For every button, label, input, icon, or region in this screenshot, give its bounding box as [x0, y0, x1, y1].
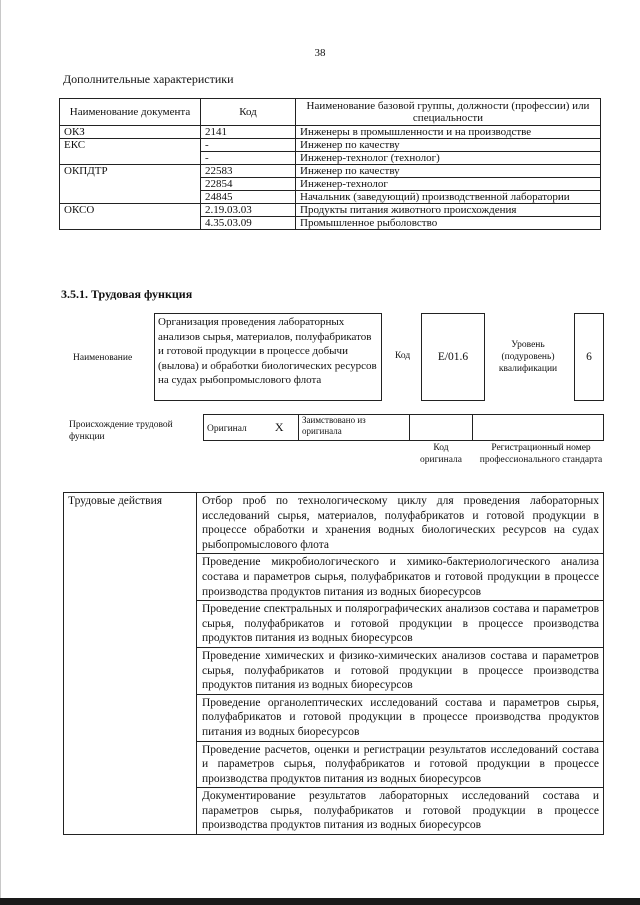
table-row [64, 554, 604, 601]
doc-cell: ЕКС [60, 139, 201, 152]
label-cell-empty [64, 647, 197, 694]
original-mark: X [274, 420, 284, 434]
code-cell: - [201, 152, 296, 165]
table-row [60, 217, 601, 230]
code-cell: 22583 [201, 165, 296, 178]
labor-actions-label: Трудовые действия [64, 493, 197, 554]
code-cell: 4.35.03.09 [201, 217, 296, 230]
original-code-cell [410, 415, 473, 441]
code-cell: 24845 [201, 191, 296, 204]
label-cell-empty [64, 554, 197, 601]
name-label: Наименование [73, 353, 133, 363]
name-cell: Инженеры в промышленности и на производстве [296, 126, 601, 139]
doc-cell-empty [60, 191, 201, 204]
original-code-label: Код оригинала [420, 443, 462, 465]
name-cell: Инженер по качеству [296, 165, 601, 178]
doc-cell: ОКПДТР [60, 165, 201, 178]
labor-action-item: Документирование результатов лабораторных исследований состава и параметров сырья, полуфабрикатов и готовой продукции в процессе производства продуктов питания из водных биоресурсов [197, 788, 604, 835]
name-cell: Промышленное рыболовство [296, 217, 601, 230]
function-name-box: Организация проведения лабораторных анализов сырья, материалов, полуфабрикатов и готовой продукции в процессе добычи (вылова) и обработки биологических ресурсов на судах рыбопромыслового флота [154, 313, 382, 401]
table-row [60, 165, 601, 178]
labor-action-item: Проведение микробиологического и химико-бактериологического анализа состава и параметров сырья, полуфабрикатов и готовой продукции в процессе производства продуктов питания из водных биоресурсов [197, 554, 604, 601]
doc-cell-empty [60, 217, 201, 230]
table-row [64, 741, 604, 788]
scan-bottom-edge [0, 898, 640, 905]
page-number: 38 [314, 47, 326, 59]
header-doc: Наименование документа [60, 99, 201, 126]
original-cell [204, 415, 299, 441]
table-row [64, 647, 604, 694]
table-row [60, 191, 601, 204]
labor-action-item: Проведение расчетов, оценки и регистрации результатов исследований состава и параметров сырья, полуфабрикатов и готовой продукции в процессе производства продуктов питания из водных биоресурсов [197, 741, 604, 788]
function-code-box: E/01.6 [421, 313, 485, 401]
label-cell-empty [64, 694, 197, 741]
qualification-level-box: 6 [574, 313, 604, 401]
code-label: Код [395, 351, 411, 361]
table-row [64, 493, 604, 554]
table-header-row [60, 99, 601, 126]
code-cell: 2.19.03.03 [201, 204, 296, 217]
table-row [60, 178, 601, 191]
borrowed-label: Заимствовано из оригинала [299, 415, 410, 441]
doc-cell-empty [60, 152, 201, 165]
origin-label: Происхождение трудовой функции [69, 420, 173, 442]
registration-number-cell [473, 415, 604, 441]
labor-action-item: Проведение химических и физико-химических анализов состава и параметров сырья, полуфабрикатов и готовой продукции в процессе производства продуктов питания из водных биоресурсов [197, 647, 604, 694]
additional-characteristics-table [59, 98, 601, 230]
name-cell: Начальник (заведующий) производственной лаборатории [296, 191, 601, 204]
table-row [64, 694, 604, 741]
name-cell: Инженер-технолог [296, 178, 601, 191]
original-label: Оригинал [207, 424, 247, 434]
header-name: Наименование базовой группы, должности (профессии) или специальности [296, 99, 601, 126]
name-cell: Инженер-технолог (технолог) [296, 152, 601, 165]
table-row [60, 139, 601, 152]
labor-function-heading: 3.5.1. Трудовая функция [61, 287, 193, 301]
qualification-level-label: Уровень (подуровень) квалификации [498, 340, 558, 374]
code-cell: 22854 [201, 178, 296, 191]
table-row [64, 601, 604, 648]
labor-action-item: Проведение органолептических исследований состава и параметров сырья, полуфабрикатов и готовой продукции в процессе производства продуктов питания из водных биоресурсов [197, 694, 604, 741]
label-cell-empty [64, 788, 197, 835]
additional-characteristics-heading: Дополнительные характеристики [63, 72, 234, 86]
registration-number-label: Регистрационный номер профессионального стандарта [479, 443, 603, 465]
doc-cell: ОКЗ [60, 126, 201, 139]
table-row [60, 152, 601, 165]
doc-cell: ОКСО [60, 204, 201, 217]
table-row [64, 788, 604, 835]
labor-action-item: Отбор проб по технологическому циклу для проведения лабораторных исследований сырья, материалов, полуфабрикатов и готовой продукции в процессе обработки и хранения водных биологических ресурсов на судах рыбопромыслового флота [197, 493, 604, 554]
table-row [60, 126, 601, 139]
doc-cell-empty [60, 178, 201, 191]
name-cell: Инженер по качеству [296, 139, 601, 152]
label-cell-empty [64, 601, 197, 648]
header-code: Код [201, 99, 296, 126]
code-cell: 2141 [201, 126, 296, 139]
code-cell: - [201, 139, 296, 152]
labor-actions-table [63, 492, 604, 835]
table-row [60, 204, 601, 217]
origin-table [203, 414, 604, 441]
labor-action-item: Проведение спектральных и полярографических анализов состава и параметров сырья, полуфабрикатов и готовой продукции в процессе производства продуктов питания из водных биоресурсов [197, 601, 604, 648]
label-cell-empty [64, 741, 197, 788]
name-cell: Продукты питания животного происхождения [296, 204, 601, 217]
